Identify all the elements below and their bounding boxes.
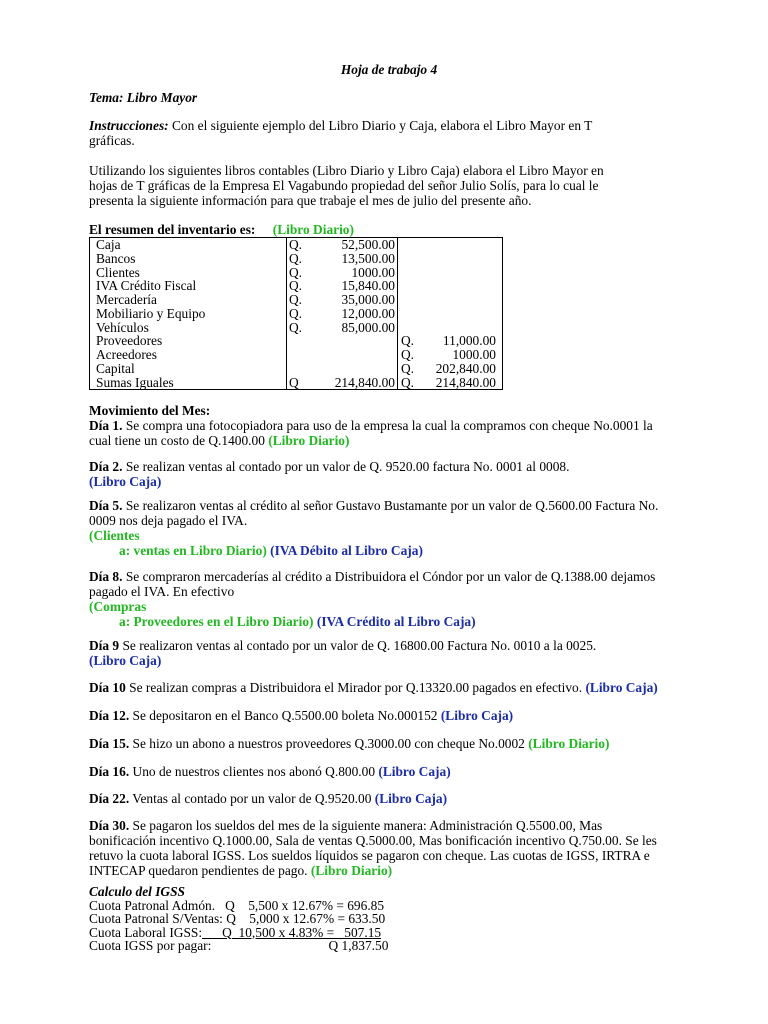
debit-amount-cell: 35,000.00 [317, 293, 398, 307]
inventory-row [90, 293, 503, 307]
compras-tag: (Compras [89, 599, 147, 614]
instructions-text: Con el siguiente ejemplo del Libro Diario y Caja, elabora el Libro Mayor en T [168, 118, 593, 133]
credit-amount-cell [423, 321, 503, 335]
debit-currency-cell: Q [289, 374, 299, 390]
day-12-entry [89, 708, 689, 723]
movements-heading: Movimiento del Mes: [89, 403, 211, 418]
debit-currency-cell: Q. [289, 278, 303, 294]
credit-amount-cell: 214,840.00 [435, 374, 496, 390]
credit-currency-cell: Q. [401, 333, 415, 349]
igss-row-label: Cuota Laboral IGSS: [89, 924, 203, 940]
debit-currency-cell: Q. [289, 319, 303, 335]
day-text: 0009 nos deja pagado el IVA. [89, 513, 248, 528]
account-name-cell: IVA Crédito Fiscal [90, 279, 287, 293]
day-15-entry [89, 736, 689, 751]
day-label: Día 9 [89, 638, 120, 653]
day-16-entry [89, 764, 689, 779]
movements-section [89, 403, 689, 448]
account-name-cell: Capital [90, 362, 287, 376]
day-text: Se realizaron ventas al contado por un valor de Q. 16800.00 Factura No. 0010 a la 0025. [119, 638, 597, 653]
day-text: Se hizo un abono a nuestros proveedores Q.3000.00 con cheque No.0002 [129, 736, 529, 751]
debit-currency-cell [287, 334, 318, 348]
debit-amount-cell: 12,000.00 [317, 307, 398, 321]
credit-currency-cell: Q. [401, 374, 415, 390]
inventory-row [90, 266, 503, 280]
libro-caja-tag: (Libro Caja) [89, 474, 162, 489]
credit-currency-cell [398, 252, 424, 266]
day-text: pagado el IVA. En efectivo [89, 584, 235, 599]
debit-amount-cell: 85,000.00 [317, 321, 398, 335]
inventory-row [90, 238, 503, 252]
libro-caja-tag: (Libro Caja) [440, 708, 514, 723]
inventory-row [90, 376, 503, 390]
day-text: bonificación incentivo Q.1000.00, Sala de ventas Q.5000.00, Mas bonificación incentivo Q.750.00. Se les [89, 833, 657, 848]
inventory-label: El resumen del inventario es: [89, 222, 256, 237]
debit-currency-cell: Q. [289, 305, 303, 321]
account-name-cell: Clientes [90, 266, 287, 280]
day-text: Uno de nuestros clientes nos abonó Q.800.00 [129, 764, 379, 779]
day-text: cual tiene un costo de Q.1400.00 [89, 433, 269, 448]
day-label: Día 16. [89, 764, 130, 779]
instructions-text-cont: gráficas. [89, 133, 135, 148]
day-2-entry [89, 459, 689, 489]
inventory-heading [89, 222, 689, 237]
day-label: Día 5. [89, 498, 123, 513]
debit-amount-cell: 13,500.00 [317, 252, 398, 266]
debit-amount-cell: 1000.00 [317, 266, 398, 280]
igss-row: Cuota Patronal Admón. Q 5,500 x 12.67% = 696.85 [89, 897, 385, 913]
credit-amount-cell: 1000.00 [452, 347, 496, 362]
intro-line: Utilizando los siguientes libros contables (Libro Diario y Libro Caja) elabora el Libro Mayor en [89, 163, 604, 178]
account-name-cell: Mobiliario y Equipo [90, 307, 287, 321]
day-text: Se pagaron los sueldos del mes de la siguiente manera: Administración Q.5500.00, Mas [129, 818, 603, 833]
day-30-entry [89, 818, 689, 878]
clientes-tag: (Clientes [89, 528, 140, 543]
day-label: Día 12. [89, 708, 130, 723]
account-name-cell: Caja [90, 238, 287, 252]
intro-paragraph [89, 163, 689, 208]
credit-amount-cell [423, 266, 503, 280]
inventory-row [90, 348, 503, 362]
inventory-table [89, 237, 503, 390]
instructions-label: Instrucciones: [89, 118, 169, 133]
libro-caja-tag: (Libro Caja) [374, 791, 448, 806]
day-text: Ventas al contado por un valor de Q.9520.00 [129, 791, 375, 806]
day-9-entry [89, 638, 689, 668]
credit-amount-cell: 11,000.00 [442, 333, 496, 349]
credit-currency-cell [398, 293, 424, 307]
day-label: Día 10 [89, 680, 126, 695]
igss-heading: Calculo del IGSS [89, 884, 185, 899]
day-8-entry [89, 569, 689, 629]
credit-amount-cell [423, 293, 503, 307]
debit-amount-cell: 214,840.00 [317, 376, 398, 390]
account-name-cell: Sumas Iguales [90, 376, 287, 390]
day-text: Se compraron mercaderías al crédito a Distribuidora el Cóndor por un valor de Q.1388.00 dejamos [122, 569, 656, 584]
ventas-tag: a: ventas en Libro Diario) [119, 543, 267, 558]
topic-heading: Tema: Libro Mayor [89, 90, 198, 105]
credit-currency-cell: Q. [401, 360, 415, 376]
day-5-entry [89, 498, 689, 558]
day-label: Día 8. [89, 569, 123, 584]
inventory-row [90, 334, 503, 348]
credit-amount-cell [423, 238, 503, 252]
igss-calculation [89, 885, 388, 953]
intro-line: hojas de T gráficas de la Empresa El Vagabundo propiedad del señor Julio Solís, para lo cual le [89, 178, 599, 193]
igss-row-value: Q 10,500 x 4.83% = 507.15 [202, 924, 382, 940]
debit-amount-cell: 15,840.00 [317, 279, 398, 293]
day-text: Se compra una fotocopiadora para uso de la empresa la cual la compramos con cheque No.0001 la [122, 418, 653, 433]
credit-currency-cell [398, 321, 424, 335]
page-title: Hoja de trabajo 4 [340, 62, 438, 77]
debit-currency-cell [287, 362, 318, 376]
inventory-row [90, 307, 503, 321]
debit-amount-cell [317, 362, 398, 376]
day-22-entry [89, 791, 689, 806]
credit-amount-cell [423, 307, 503, 321]
credit-currency-cell [398, 238, 424, 252]
intro-line: presenta la siguiente información para que trabaje el mes de julio del presente año. [89, 193, 532, 208]
libro-caja-tag: (Libro Caja) [585, 680, 658, 695]
instructions-paragraph [89, 118, 689, 148]
debit-amount-cell [317, 348, 398, 362]
libro-caja-tag: (Libro Caja) [89, 653, 162, 668]
debit-currency-cell: Q. [289, 292, 303, 307]
day-label: Día 22. [89, 791, 130, 806]
account-name-cell: Acreedores [90, 348, 287, 362]
credit-amount-cell: 202,840.00 [435, 360, 496, 376]
day-10-entry [89, 680, 689, 695]
debit-amount-cell [317, 334, 398, 348]
inventory-row [90, 362, 503, 376]
debit-currency-cell [287, 348, 318, 362]
credit-currency-cell [398, 266, 424, 280]
igss-row-total: Cuota IGSS por pagar: Q 1,837.50 [89, 938, 389, 953]
iva-credito-tag: (IVA Crédito al Libro Caja) [313, 614, 476, 629]
day-text: INTECAP quedaron pendientes de pago. [89, 863, 311, 878]
inventory-row [90, 321, 503, 335]
credit-currency-cell [398, 307, 424, 321]
day-label: Día 15. [89, 736, 130, 751]
libro-diario-tag: (Libro Diario) [268, 433, 350, 448]
libro-diario-tag: (Libro Diario) [528, 736, 610, 751]
day-label: Día 1. [89, 418, 123, 433]
debit-currency-cell: Q. [289, 237, 303, 252]
day-label: Día 2. [89, 459, 123, 474]
debit-currency-cell: Q. [289, 264, 303, 280]
account-name-cell: Mercadería [90, 293, 287, 307]
account-name-cell: Proveedores [90, 334, 287, 348]
account-name-cell: Vehículos [90, 321, 287, 335]
debit-amount-cell: 52,500.00 [317, 238, 398, 252]
inventory-source-tag: (Libro Diario) [272, 222, 354, 237]
debit-currency-cell: Q. [289, 250, 303, 266]
libro-diario-tag: (Libro Diario) [310, 863, 393, 878]
inventory-row [90, 252, 503, 266]
credit-currency-cell: Q. [401, 347, 415, 362]
day-text: Se realizaron ventas al crédito al señor Gustavo Bustamante por un valor de Q.5600.00 Factura No. [122, 498, 659, 513]
account-name-cell: Bancos [90, 252, 287, 266]
iva-debito-tag: (IVA Débito al Libro Caja) [266, 543, 423, 558]
igss-row: Cuota Patronal S/Ventas: Q 5,000 x 12.67% = 633.50 [89, 911, 386, 926]
day-label: Día 30. [89, 818, 130, 833]
inventory-row [90, 279, 503, 293]
day-text: Se realizan compras a Distribuidora el Mirador por Q.13320.00 pagados en efectivo. [125, 680, 586, 695]
libro-caja-tag: (Libro Caja) [378, 764, 451, 779]
day-text: Se depositaron en el Banco Q.5500.00 boleta No.000152 [129, 708, 441, 723]
credit-currency-cell [398, 279, 424, 293]
credit-amount-cell [423, 252, 503, 266]
day-text: retuvo la cuota laboral IGSS. Los sueldos líquidos se pagaron con cheque. Las cuotas de IGSS, IRTRA e [89, 848, 650, 863]
credit-amount-cell [423, 279, 503, 293]
proveedores-tag: a: Proveedores en el Libro Diario) [119, 614, 314, 629]
day-text: Se realizan ventas al contado por un valor de Q. 9520.00 factura No. 0001 al 0008. [122, 459, 570, 474]
